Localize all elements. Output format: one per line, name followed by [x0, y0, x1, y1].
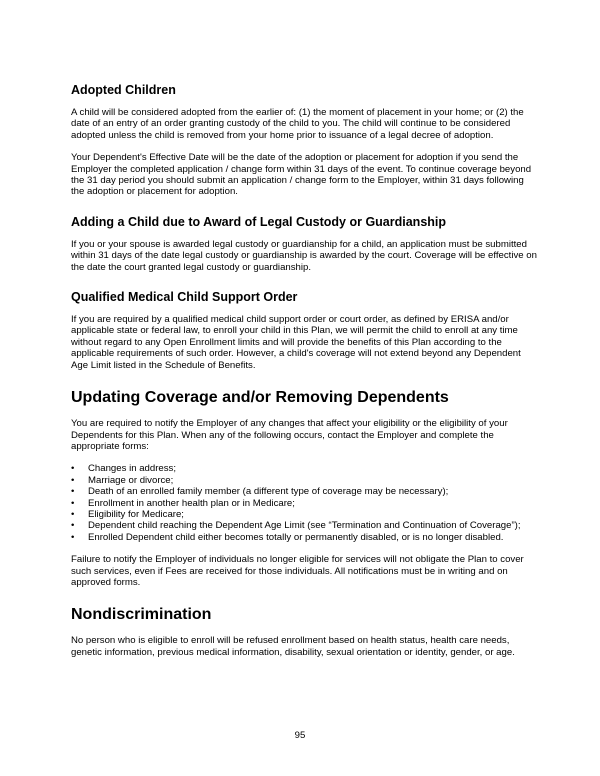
nondiscrimination-heading: Nondiscrimination — [71, 606, 212, 624]
list-item-text: Enrollment in another health plan or in Medicare; — [88, 497, 295, 509]
bullet-glyph: • — [71, 508, 75, 520]
adopted-children-paragraph-1: A child will be considered adopted from the earlier of: (1) the moment of placement in your home; or (2) the date of an entry of an order granting custody of the child to you. The child will continue to be considered adopted unless the child is removed from your home prior to issuance of a legal decree of adoption. — [71, 107, 524, 141]
adopted-children-paragraph-2: Your Dependent's Effective Date will be the date of the adoption or placement for adoption if you send the Employer the completed application / change form within 31 days of the event. To continue coverage beyond the 31 day period you should submit an application / change form to the Employer, within 31 days following the adoption or placement for adoption. — [71, 152, 532, 198]
bullet-glyph: • — [71, 463, 75, 475]
updating-coverage-paragraph-2: Failure to notify the Employer of individuals no longer eligible for services will not obligate the Plan to cover such services, even if Fees are received for those individuals. All notifications must be in writing and on approved forms. — [71, 554, 524, 588]
qmcso-heading: Qualified Medical Child Support Order — [71, 290, 298, 305]
list-item-text: Changes in address; — [88, 463, 176, 475]
updating-coverage-heading: Updating Coverage and/or Removing Dependents — [71, 389, 449, 407]
list-item-text: Enrolled Dependent child either becomes totally or permanently disabled, or is no longer disabled. — [88, 531, 504, 543]
legal-custody-paragraph: If you or your spouse is awarded legal custody or guardianship for a child, an application must be submitted within 31 days of the date legal custody or guardianship is awarded by the court. Coverage will be effective on the date the court granted legal custody or guardianship. — [71, 238, 537, 273]
list-item — [71, 463, 539, 474]
bullet-glyph: • — [71, 497, 75, 509]
legal-custody-heading: Adding a Child due to Award of Legal Custody or Guardianship — [71, 214, 447, 229]
list-item — [71, 498, 539, 509]
list-item — [71, 475, 539, 486]
updating-coverage-paragraph-1: You are required to notify the Employer of any changes that affect your eligibility or the eligibility of your Dependents for this Plan. When any of the following occurs, contact the Employer and complete the appropriate forms: — [71, 418, 508, 452]
list-item-text: Death of an enrolled family member (a different type of coverage may be necessary); — [88, 486, 449, 498]
bullet-glyph: • — [71, 486, 75, 498]
list-item — [71, 509, 539, 520]
page-number: 95 — [294, 730, 306, 741]
adopted-children-heading: Adopted Children — [71, 83, 176, 97]
bullet-glyph: • — [71, 520, 75, 532]
bullet-glyph: • — [71, 474, 75, 486]
qmcso-paragraph: If you are required by a qualified medical child support order or court order, as defined by ERISA and/or applicable state or federal law, to enroll your child in this Plan, we will permit the child to enroll at any time without regard to any Open Enrollment limits and will provide the benefits of this Plan according to the applicable requirements of such order. However, a child's coverage will not extend beyond any Dependent Age Limit listed in the Schedule of Benefits. — [71, 314, 521, 371]
nondiscrimination-paragraph: No person who is eligible to enroll will be refused enrollment based on health status, health care needs, genetic information, previous medical information, disability, sexual orientation or identity, gender, or age. — [71, 635, 515, 658]
list-item — [71, 520, 539, 531]
list-item — [71, 532, 539, 543]
bullet-glyph: • — [71, 531, 75, 543]
list-item-text: Dependent child reaching the Dependent Age Limit (see “Termination and Continuation of Coverage”); — [88, 520, 521, 532]
list-item-text: Marriage or divorce; — [88, 474, 174, 486]
list-item — [71, 486, 539, 497]
change-events-list — [71, 463, 539, 543]
document-body — [71, 82, 539, 658]
list-item-text: Eligibility for Medicare; — [88, 508, 184, 520]
